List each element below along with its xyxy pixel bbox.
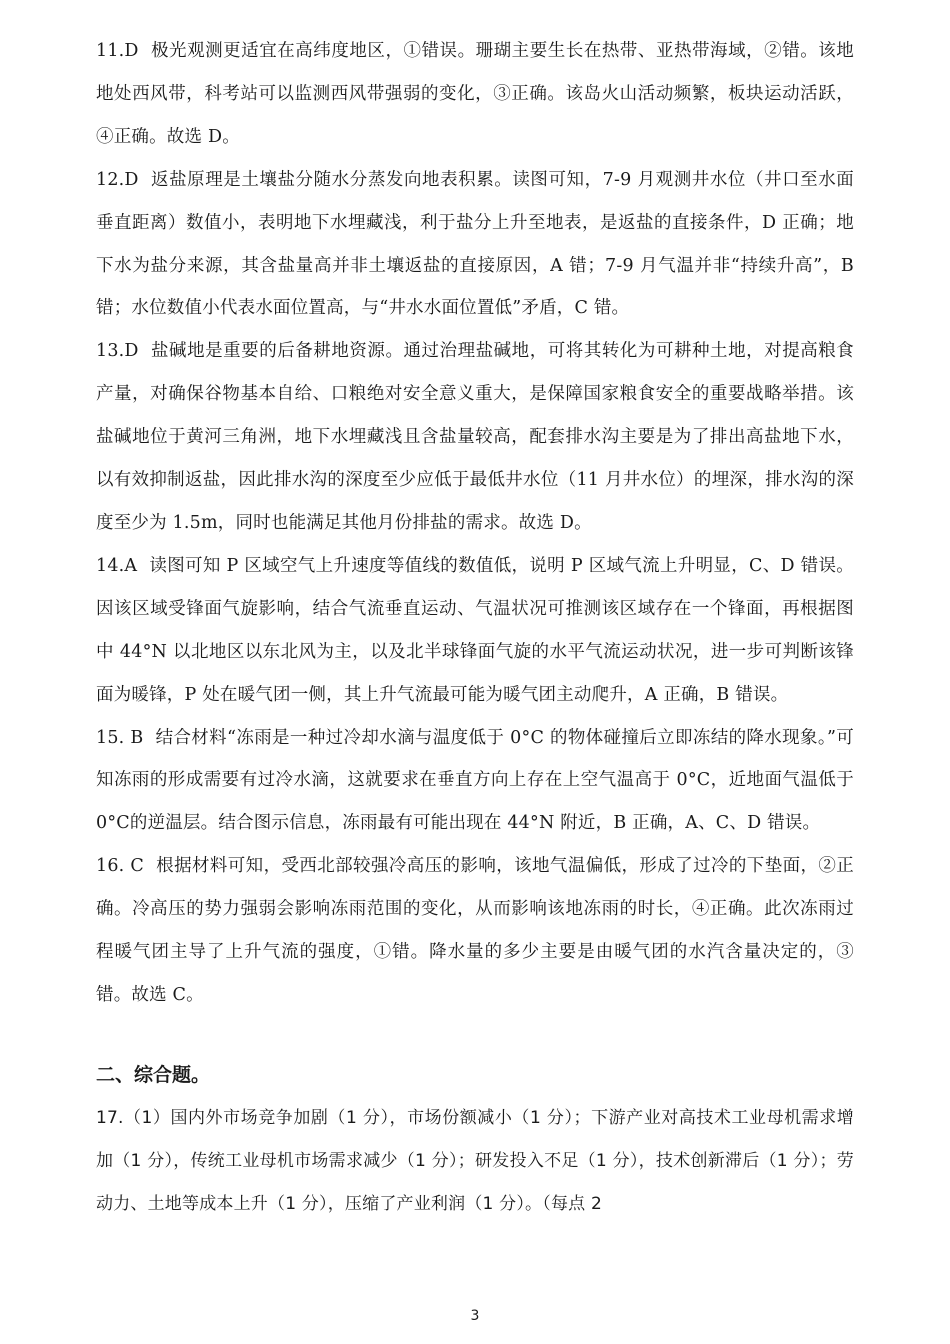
answer-number: 15. B	[96, 727, 144, 748]
section-title: 二、综合题。	[96, 1063, 211, 1086]
answer-number: 16. C	[96, 856, 144, 877]
page-number: 3	[470, 1308, 480, 1324]
answer-text: 结合材料“冻雨是一种过冷却水滴与温度低于 0°C 的物体碰撞后立即冻结的降水现象。”可知冻雨的形成需要有过冷水滴，这就要求在垂直方向上存在上空气温高于 0°C，近地面气温低于 0°C的逆温层。结合图示信息，冻雨最有可能出现在 44°N 附近，B 正确，A、C、D 错误。	[96, 727, 854, 834]
answer-13	[96, 330, 854, 545]
answer-number: 12.D	[96, 169, 139, 190]
answer-number: 11.D	[96, 41, 139, 61]
answer-text: （1）国内外市场竞争加剧（1 分），市场份额减小（1 分）；下游产业对高技术工业母机需求增加（1 分），传统工业母机市场需求减少（1 分）；研发投入不足（1 分），技术创新滞后（1 分）；劳动力、土地等成本上升（1 分），压缩了产业利润（1 分）。（每点 2	[96, 1107, 854, 1214]
answer-number: 13.D	[96, 341, 139, 362]
answer-text: 极光观测更适宜在高纬度地区，①错误。珊瑚主要生长在热带、亚热带海域，②错。该地地处西风带，科考站可以监测西风带强弱的变化，③正确。该岛火山活动频繁，板块运动活跃，④正确。故选 D。	[96, 41, 854, 147]
answer-14	[96, 545, 854, 717]
answer-12	[96, 159, 854, 331]
answer-text: 返盐原理是土壤盐分随水分蒸发向地表积累。读图可知，7-9 月观测井水位（井口至水面垂直距离）数值小，表明地下水埋藏浅，利于盐分上升至地表，是返盐的直接条件，D 正确；地下水为盐分来源，其含盐量高并非土壤返盐的直接原因，A 错；7-9 月气温并非“持续升高”，B 错；水位数值小代表水面位置高，与“井水水面位置低”矛盾，C 错。	[96, 169, 854, 319]
answer-11	[96, 30, 854, 159]
answer-text: 读图可知 P 区域空气上升速度等值线的数值低，说明 P 区域气流上升明显，C、D 错误。因该区域受锋面气旋影响，结合气流垂直运动、气温状况可推测该区域存在一个锋面，再根据图中 44°N 以北地区以东北风为主，以及北半球锋面气旋的水平气流运动状况，进一步可判断该锋面为暖锋，P 处在暖气团一侧，其上升气流最可能为暖气团主动爬升，A 正确，B 错误。	[96, 555, 854, 705]
answer-16	[96, 845, 854, 1017]
answer-17	[96, 1097, 854, 1226]
answer-text: 根据材料可知，受西北部较强冷高压的影响，该地气温偏低，形成了过冷的下垫面，②正确。冷高压的势力强弱会影响冻雨范围的变化，从而影响该地冻雨的时长，④正确。此次冻雨过程暖气团主导了上升气流的强度，①错。降水量的多少主要是由暖气团的水汽含量决定的，③错。故选 C。	[96, 856, 854, 1005]
answer-text: 盐碱地是重要的后备耕地资源。通过治理盐碱地，可将其转化为可耕种土地，对提高粮食产量，对确保谷物基本自给、口粮绝对安全意义重大，是保障国家粮食安全的重要战略举措。该盐碱地位于黄河三角洲，地下水埋藏浅且含盐量较高，配套排水沟主要是为了排出高盐地下水，以有效抑制返盐，因此排水沟的深度至少应低于最低井水位（11 月井水位）的埋深，排水沟的深度至少为 1.5m，同时也能满足其他月份排盐的需求。故选 D。	[96, 341, 854, 533]
answer-number: 17.	[96, 1107, 124, 1128]
answer-number: 14.A	[96, 555, 138, 576]
answer-15	[96, 717, 854, 846]
